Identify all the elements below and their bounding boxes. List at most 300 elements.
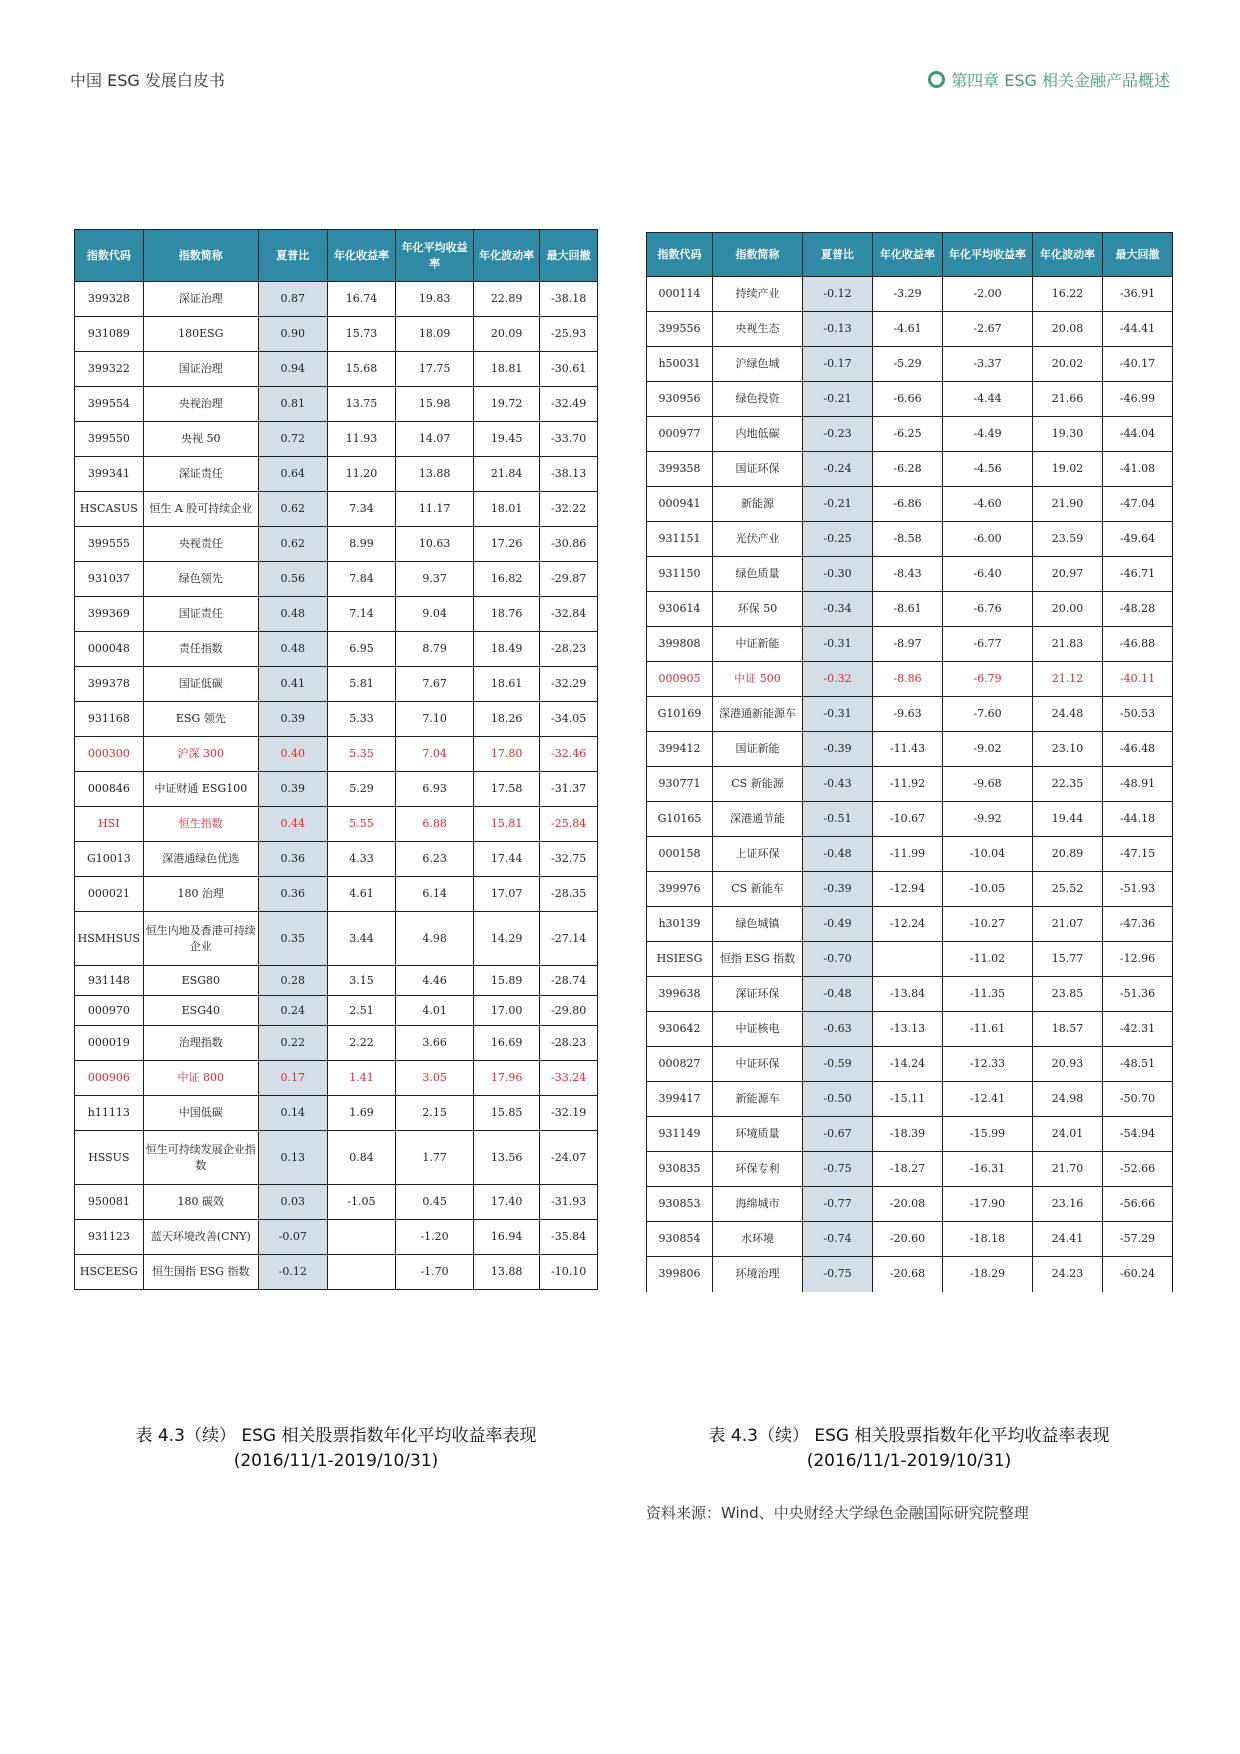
sharpe-cell: -0.25 [803,522,873,557]
return-cell [327,1220,396,1255]
name-cell: 持续产业 [713,277,803,312]
name-cell: 水环境 [713,1222,803,1257]
sharpe-cell: -0.48 [803,977,873,1012]
volatility-cell: 16.82 [473,562,539,597]
table-row [647,522,1173,557]
table-row [647,277,1173,312]
avg-return-cell: 4.98 [396,912,474,966]
avg-return-cell: 9.04 [396,597,474,632]
drawdown-cell: -32.49 [540,387,598,422]
volatility-cell: 20.00 [1033,592,1103,627]
drawdown-cell: -44.18 [1103,802,1173,837]
sharpe-cell: -0.12 [803,277,873,312]
code-cell: HSSUS [75,1131,144,1185]
volatility-cell: 23.16 [1033,1187,1103,1222]
code-cell: 000300 [75,737,144,772]
volatility-cell: 20.02 [1033,347,1103,382]
avg-return-cell: -4.56 [943,452,1033,487]
volatility-cell: 22.89 [473,282,539,317]
caption-date-range: (2016/11/1-2019/10/31) [233,1451,439,1471]
sharpe-cell: 0.28 [258,966,327,996]
volatility-cell: 18.57 [1033,1012,1103,1047]
volatility-cell: 15.89 [473,966,539,996]
name-cell: 环保专利 [713,1152,803,1187]
table-row [647,1222,1173,1257]
name-cell: 深港通绿色优选 [143,842,258,877]
chapter-title: 第四章 ESG 相关金融产品概述 [951,71,1170,90]
return-cell: -6.66 [873,382,943,417]
avg-return-cell: -2.00 [943,277,1033,312]
drawdown-cell: -30.86 [540,527,598,562]
table-row [647,1082,1173,1117]
avg-return-cell: 3.05 [396,1061,474,1096]
code-cell: 000827 [647,1047,713,1082]
table-row [75,807,598,842]
drawdown-cell: -40.17 [1103,347,1173,382]
return-cell: -6.86 [873,487,943,522]
sharpe-cell: -0.39 [803,732,873,767]
table-row [647,1012,1173,1047]
avg-return-cell: 1.77 [396,1131,474,1185]
table-row [647,1047,1173,1082]
avg-return-cell: -6.79 [943,662,1033,697]
avg-return-cell: -11.61 [943,1012,1033,1047]
avg-return-cell: 17.75 [396,352,474,387]
avg-return-cell: 6.88 [396,807,474,842]
volatility-cell: 25.52 [1033,872,1103,907]
volatility-cell: 19.44 [1033,802,1103,837]
sharpe-cell: 0.94 [258,352,327,387]
code-cell: 399417 [647,1082,713,1117]
drawdown-cell: -32.75 [540,842,598,877]
avg-return-cell: -6.40 [943,557,1033,592]
name-cell: 国证责任 [143,597,258,632]
table-row [647,907,1173,942]
volatility-cell: 17.80 [473,737,539,772]
return-cell: 7.34 [327,492,396,527]
sharpe-cell: -0.50 [803,1082,873,1117]
volatility-cell: 19.02 [1033,452,1103,487]
volatility-cell: 17.07 [473,877,539,912]
sharpe-cell: 0.14 [258,1096,327,1131]
volatility-cell: 21.07 [1033,907,1103,942]
avg-return-cell: 10.63 [396,527,474,562]
name-cell: 深港通节能 [713,802,803,837]
code-cell: 930614 [647,592,713,627]
volatility-cell: 20.93 [1033,1047,1103,1082]
code-cell: 399555 [75,527,144,562]
drawdown-cell: -48.28 [1103,592,1173,627]
sharpe-cell: 0.72 [258,422,327,457]
sharpe-cell: 0.40 [258,737,327,772]
name-cell: 央视责任 [143,527,258,562]
sharpe-cell: 0.39 [258,702,327,737]
return-cell: -6.28 [873,452,943,487]
right-index-table [646,232,1173,1292]
name-cell: 环保 50 [713,592,803,627]
drawdown-cell: -46.99 [1103,382,1173,417]
return-cell: -12.94 [873,872,943,907]
name-cell: 恒生内地及香港可持续企业 [143,912,258,966]
code-cell: 399638 [647,977,713,1012]
return-cell: -8.43 [873,557,943,592]
return-cell: 1.41 [327,1061,396,1096]
name-cell: 国证治理 [143,352,258,387]
sharpe-cell: -0.74 [803,1222,873,1257]
return-cell: -8.97 [873,627,943,662]
volatility-cell: 17.40 [473,1185,539,1220]
code-cell: 931168 [75,702,144,737]
return-cell: 13.75 [327,387,396,422]
return-cell: 6.95 [327,632,396,667]
left-table-body [75,282,598,1290]
return-cell: -9.63 [873,697,943,732]
name-cell: 国证低碳 [143,667,258,702]
return-cell: -1.05 [327,1185,396,1220]
table-row [647,697,1173,732]
code-cell: 399378 [75,667,144,702]
code-cell: 930956 [647,382,713,417]
name-cell: 绿色质量 [713,557,803,592]
avg-return-cell: -4.44 [943,382,1033,417]
drawdown-cell: -38.18 [540,282,598,317]
name-cell: 恒生国指 ESG 指数 [143,1255,258,1290]
code-cell: 399341 [75,457,144,492]
code-cell: 399322 [75,352,144,387]
sharpe-cell: -0.24 [803,452,873,487]
name-cell: 中证 500 [713,662,803,697]
name-cell: 国证环保 [713,452,803,487]
table-row [75,352,598,387]
sharpe-cell: -0.23 [803,417,873,452]
header-right-chapter [928,68,1170,91]
table-row [647,1117,1173,1152]
table-row [647,627,1173,662]
caption-title: 表 4.3（续） ESG 相关股票指数年化平均收益率表现 [135,1426,537,1446]
name-cell: 上证环保 [713,837,803,872]
code-cell: 930642 [647,1012,713,1047]
code-cell: 931037 [75,562,144,597]
col-header-name: 指数简称 [713,233,803,277]
avg-return-cell: -10.05 [943,872,1033,907]
drawdown-cell: -38.13 [540,457,598,492]
return-cell: -11.92 [873,767,943,802]
name-cell: 央视治理 [143,387,258,422]
return-cell: -11.43 [873,732,943,767]
name-cell: 环境质量 [713,1117,803,1152]
sharpe-cell: 0.62 [258,527,327,562]
drawdown-cell: -27.14 [540,912,598,966]
sharpe-cell: -0.31 [803,627,873,662]
drawdown-cell: -28.74 [540,966,598,996]
right-table-body [647,277,1173,1292]
volatility-cell: 18.49 [473,632,539,667]
avg-return-cell: -9.02 [943,732,1033,767]
sharpe-cell: -0.75 [803,1257,873,1292]
code-cell: 000905 [647,662,713,697]
code-cell: 000941 [647,487,713,522]
table-row [647,557,1173,592]
return-cell [873,942,943,977]
drawdown-cell: -32.46 [540,737,598,772]
return-cell: -14.24 [873,1047,943,1082]
avg-return-cell: 7.04 [396,737,474,772]
avg-return-cell: -4.49 [943,417,1033,452]
table-row [647,942,1173,977]
drawdown-cell: -44.04 [1103,417,1173,452]
table-row [647,977,1173,1012]
code-cell: 930771 [647,767,713,802]
sharpe-cell: -0.13 [803,312,873,347]
avg-return-cell: 19.83 [396,282,474,317]
drawdown-cell: -30.61 [540,352,598,387]
return-cell: -13.84 [873,977,943,1012]
table-row [647,417,1173,452]
return-cell: 8.99 [327,527,396,562]
name-cell: 国证新能 [713,732,803,767]
avg-return-cell: 14.07 [396,422,474,457]
name-cell: 环境治理 [713,1257,803,1292]
table-row [647,872,1173,907]
code-cell: 000019 [75,1026,144,1061]
table-row [647,487,1173,522]
table-row [75,1061,598,1096]
avg-return-cell: -2.67 [943,312,1033,347]
col-header-name: 指数简称 [143,230,258,282]
volatility-cell: 24.23 [1033,1257,1103,1292]
return-cell: 15.73 [327,317,396,352]
avg-return-cell: 18.09 [396,317,474,352]
table-row [75,1096,598,1131]
sharpe-cell: -0.43 [803,767,873,802]
drawdown-cell: -48.91 [1103,767,1173,802]
sharpe-cell: -0.75 [803,1152,873,1187]
code-cell: HSIESG [647,942,713,977]
name-cell: 180 治理 [143,877,258,912]
volatility-cell: 17.00 [473,996,539,1026]
drawdown-cell: -24.07 [540,1131,598,1185]
sharpe-cell: -0.07 [258,1220,327,1255]
code-cell: 399328 [75,282,144,317]
code-cell: h30139 [647,907,713,942]
drawdown-cell: -50.70 [1103,1082,1173,1117]
avg-return-cell: 4.01 [396,996,474,1026]
code-cell: 000021 [75,877,144,912]
avg-return-cell: -12.41 [943,1082,1033,1117]
code-cell: h50031 [647,347,713,382]
avg-return-cell: 6.14 [396,877,474,912]
volatility-cell: 21.70 [1033,1152,1103,1187]
drawdown-cell: -54.94 [1103,1117,1173,1152]
sharpe-cell: -0.77 [803,1187,873,1222]
drawdown-cell: -28.23 [540,632,598,667]
sharpe-cell: 0.39 [258,772,327,807]
volatility-cell: 19.72 [473,387,539,422]
sharpe-cell: -0.21 [803,382,873,417]
sharpe-cell: 0.41 [258,667,327,702]
name-cell: ESG 领先 [143,702,258,737]
col-header-drawdown: 最大回撤 [540,230,598,282]
volatility-cell: 24.41 [1033,1222,1103,1257]
volatility-cell: 24.48 [1033,697,1103,732]
sharpe-cell: 0.48 [258,632,327,667]
code-cell: 000114 [647,277,713,312]
drawdown-cell: -29.87 [540,562,598,597]
return-cell: -3.29 [873,277,943,312]
code-cell: 399556 [647,312,713,347]
return-cell: 1.69 [327,1096,396,1131]
table-row [75,996,598,1026]
volatility-cell: 16.69 [473,1026,539,1061]
table-row [75,1255,598,1290]
name-cell: 绿色城镇 [713,907,803,942]
name-cell: 恒指 ESG 指数 [713,942,803,977]
drawdown-cell: -46.71 [1103,557,1173,592]
sharpe-cell: -0.70 [803,942,873,977]
volatility-cell: 15.81 [473,807,539,842]
name-cell: 恒生 A 股可持续企业 [143,492,258,527]
volatility-cell: 21.66 [1033,382,1103,417]
table-row [75,1185,598,1220]
sharpe-cell: 0.48 [258,597,327,632]
table-row [75,877,598,912]
return-cell: 7.84 [327,562,396,597]
table-row [647,347,1173,382]
table-row [647,312,1173,347]
avg-return-cell: -17.90 [943,1187,1033,1222]
volatility-cell: 15.85 [473,1096,539,1131]
drawdown-cell: -42.31 [1103,1012,1173,1047]
col-header-code: 指数代码 [647,233,713,277]
col-header-code: 指数代码 [75,230,144,282]
table-row [75,1220,598,1255]
return-cell: 5.55 [327,807,396,842]
name-cell: 深港通新能源车 [713,697,803,732]
drawdown-cell: -46.48 [1103,732,1173,767]
table-row [75,737,598,772]
name-cell: 新能源 [713,487,803,522]
return-cell: -20.08 [873,1187,943,1222]
source-note: 资料来源：Wind、中央财经大学绿色金融国际研究院整理 [646,1504,1029,1522]
name-cell: 责任指数 [143,632,258,667]
drawdown-cell: -33.70 [540,422,598,457]
avg-return-cell: 6.23 [396,842,474,877]
return-cell: 5.81 [327,667,396,702]
name-cell: 恒生可持续发展企业指数 [143,1131,258,1185]
avg-return-cell: 0.45 [396,1185,474,1220]
sharpe-cell: 0.44 [258,807,327,842]
drawdown-cell: -28.35 [540,877,598,912]
avg-return-cell: -6.00 [943,522,1033,557]
name-cell: 恒生指数 [143,807,258,842]
name-cell: 中证 800 [143,1061,258,1096]
volatility-cell: 18.26 [473,702,539,737]
avg-return-cell: -9.68 [943,767,1033,802]
volatility-cell: 24.01 [1033,1117,1103,1152]
col-header-sharpe: 夏普比 [803,233,873,277]
name-cell: 央视生态 [713,312,803,347]
return-cell: 5.33 [327,702,396,737]
avg-return-cell: 7.10 [396,702,474,737]
return-cell: 5.35 [327,737,396,772]
drawdown-cell: -32.22 [540,492,598,527]
sharpe-cell: 0.13 [258,1131,327,1185]
drawdown-cell: -47.04 [1103,487,1173,522]
avg-return-cell: 13.88 [396,457,474,492]
avg-return-cell: -12.33 [943,1047,1033,1082]
return-cell: -6.25 [873,417,943,452]
avg-return-cell: 15.98 [396,387,474,422]
table-row [75,772,598,807]
name-cell: 蓝天环境改善(CNY) [143,1220,258,1255]
sharpe-cell: -0.32 [803,662,873,697]
sharpe-cell: -0.51 [803,802,873,837]
return-cell: -12.24 [873,907,943,942]
return-cell: -18.27 [873,1152,943,1187]
caption-title: 表 4.3（续） ESG 相关股票指数年化平均收益率表现 [708,1426,1110,1446]
code-cell: 000846 [75,772,144,807]
avg-return-cell: 8.79 [396,632,474,667]
code-cell: 931149 [647,1117,713,1152]
avg-return-cell: -9.92 [943,802,1033,837]
return-cell: 16.74 [327,282,396,317]
name-cell: 180 碳效 [143,1185,258,1220]
code-cell: 399358 [647,452,713,487]
avg-return-cell: -7.60 [943,697,1033,732]
table-row [647,382,1173,417]
avg-return-cell: -10.04 [943,837,1033,872]
volatility-cell: 20.09 [473,317,539,352]
volatility-cell: 16.22 [1033,277,1103,312]
drawdown-cell: -35.84 [540,1220,598,1255]
return-cell: 3.44 [327,912,396,966]
table-row [75,966,598,996]
return-cell: 3.15 [327,966,396,996]
volatility-cell: 17.58 [473,772,539,807]
name-cell: ESG80 [143,966,258,996]
sharpe-cell: -0.63 [803,1012,873,1047]
volatility-cell: 20.89 [1033,837,1103,872]
code-cell: 931151 [647,522,713,557]
avg-return-cell: -1.70 [396,1255,474,1290]
volatility-cell: 16.94 [473,1220,539,1255]
return-cell: 11.93 [327,422,396,457]
drawdown-cell: -56.66 [1103,1187,1173,1222]
avg-return-cell: 4.46 [396,966,474,996]
return-cell: -5.29 [873,347,943,382]
code-cell: HSCEESG [75,1255,144,1290]
avg-return-cell: -6.76 [943,592,1033,627]
code-cell: 931148 [75,966,144,996]
name-cell: 中证环保 [713,1047,803,1082]
drawdown-cell: -52.66 [1103,1152,1173,1187]
table-row [647,802,1173,837]
drawdown-cell: -33.24 [540,1061,598,1096]
table-row [647,662,1173,697]
volatility-cell: 21.90 [1033,487,1103,522]
table-row [647,452,1173,487]
drawdown-cell: -47.36 [1103,907,1173,942]
table-row [75,422,598,457]
name-cell: 治理指数 [143,1026,258,1061]
left-index-table [74,229,598,1290]
volatility-cell: 23.59 [1033,522,1103,557]
table-row [75,317,598,352]
volatility-cell: 22.35 [1033,767,1103,802]
avg-return-cell: 9.37 [396,562,474,597]
sharpe-cell: -0.30 [803,557,873,592]
sharpe-cell: -0.31 [803,697,873,732]
